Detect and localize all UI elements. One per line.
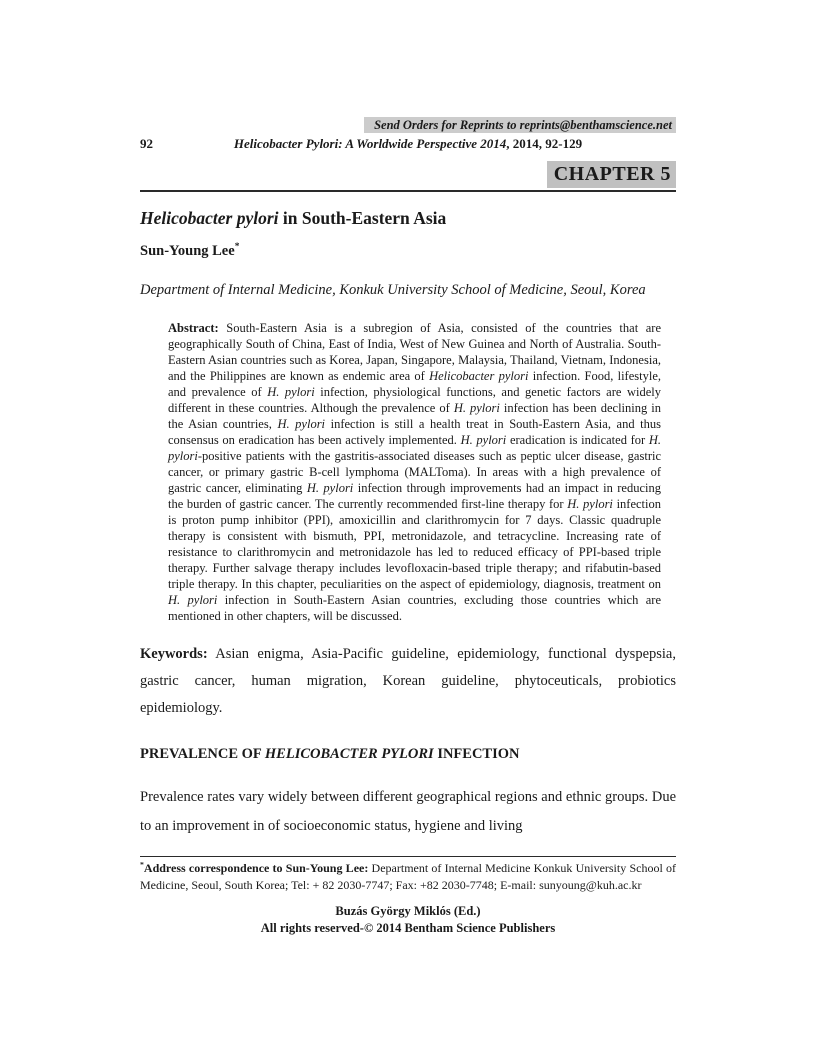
page-number: 92 [140, 136, 153, 151]
chapter-badge: CHAPTER 5 [547, 161, 676, 188]
abstract-paragraph: Abstract: South-Eastern Asia is a subregion of Asia, consisted of the countries that are geographically South of China, East of India, West of New Guinea and North of Australia. South-Eastern Asian countries such as Korea, Japan, Singapore, Malaysia, Thailand, Vietnam, Indonesia, and the Philippines are known as endemic area of Helicobacter pylori infection. Food, lifestyle, and prevalence of H. pylori infection, physiological functions, and genetic factors are widely different in these countries. Although the prevalence of H. pylori infection has been declining in the Asian countries, H. pylori infection is still a health treat in South-Eastern Asia, and thus consensus on eradication has been actively implemented. H. pylori eradication is indicated for H. pylori-positive patients with the gastritis-associated diseases such as peptic ulcer disease, gastric cancer, or primary gastric B-cell lymphoma (MALToma). In areas with a high prevalence of gastric cancer, eliminating H. pylori infection through improvements had an impact in reducing the burden of gastric cancer. The currently recommended first-line therapy for H. pylori infection is proton pump inhibitor (PPI), amoxicillin and clarithromycin for 7 days. Classic quadruple therapy is consistent with bismuth, PPI, metronidazole, and tetracycline. Increasing rate of resistance to clarithromycin and metronidazole has led to reduced efficacy of PPI-based triple therapy. Further salvage therapy includes levofloxacin-based triple therapy; and rifabutin-based triple therapy. In this chapter, peculiarities on the aspect of epidemiology, diagnosis, treatment on H. pylori infection in South-Eastern Asian countries, excluding those countries which are mentioned in other chapters, will be discussed. [168, 321, 662, 623]
header-rule [140, 190, 676, 192]
journal-title: Helicobacter Pylori: A Worldwide Perspective 2014, 2014, 92-129 [233, 136, 583, 151]
footnote-block [140, 856, 676, 936]
rights-line: All rights reserved-© 2014 Bentham Science Publishers [260, 920, 556, 935]
editor-line: Buzás György Miklós (Ed.) [335, 904, 481, 918]
footnote-rule [140, 856, 676, 857]
correspondence-footnote: *Address correspondence to Sun-Young Lee: Department of Internal Medicine Konkuk University School of Medicine, Seoul, South Korea; Tel: + 82 2030-7747; Fax: +82 2030-7748; E-mail: sunyoung@kuh.ac.kr [140, 860, 676, 892]
chapter-title: Helicobacter pylori in South-Eastern Asia [140, 208, 447, 228]
running-header [140, 136, 676, 152]
publisher-footer [140, 903, 676, 936]
reprint-notice: Send Orders for Reprints to reprints@benthamscience.net [364, 117, 676, 133]
author-name: Sun-Young Lee* [140, 242, 240, 259]
body-paragraph: Prevalence rates vary widely between different geographical regions and ethnic groups. Due to an improvement in of socioeconomic status, hygiene and living [140, 789, 676, 834]
section-heading-prevalence: PREVALENCE OF HELICOBACTER PYLORI INFECTION [140, 746, 520, 762]
chapter-row [140, 161, 676, 188]
author-affiliation: Department of Internal Medicine, Konkuk University School of Medicine, Seoul, Korea [140, 282, 646, 298]
keywords-paragraph: Keywords: Asian enigma, Asia-Pacific guideline, epidemiology, functional dyspepsia, gastric cancer, human migration, Korean guideline, phytoceuticals, probiotics epidemiology. [140, 646, 676, 716]
reprint-notice-row [140, 117, 676, 133]
